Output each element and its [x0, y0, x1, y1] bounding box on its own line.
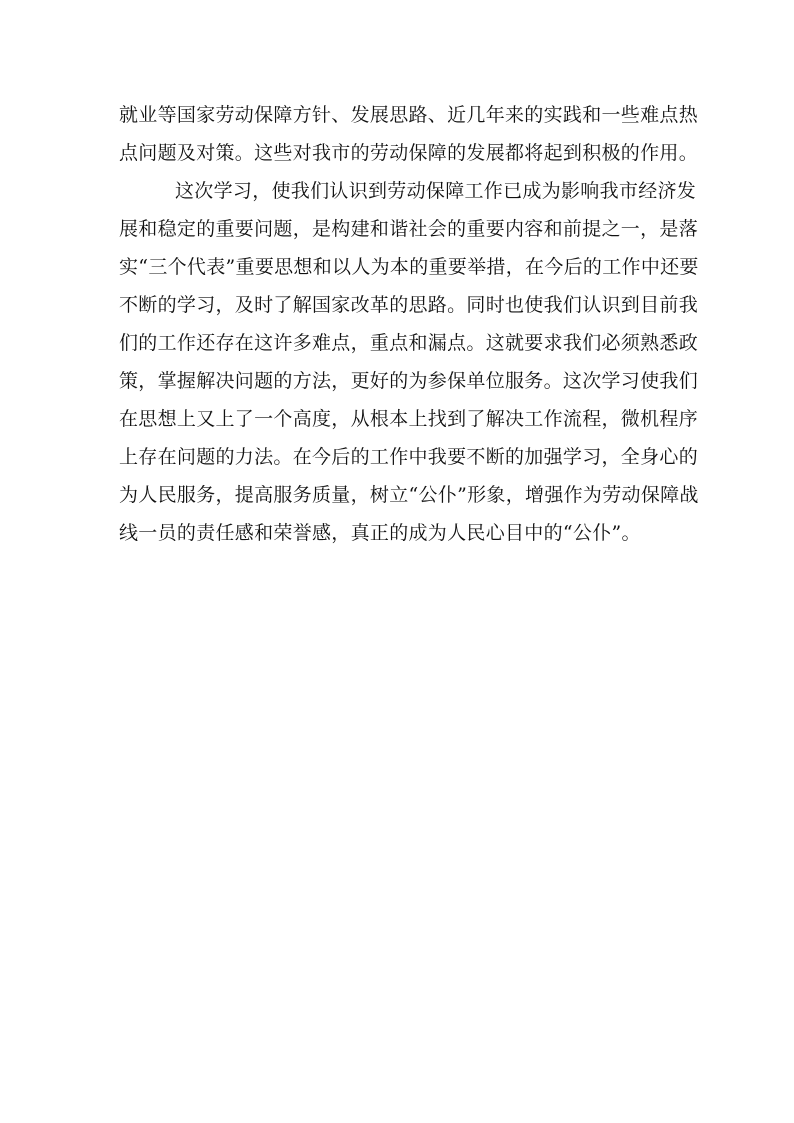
document-body: [119, 96, 699, 552]
text-line: 就业等国家劳动保障方针、发展思路、近几年来的实践和一些难点热: [119, 104, 699, 126]
paragraph-start-line: 这次学习，使我们认识到劳动保障工作已成为影响我市经济发: [175, 180, 697, 202]
text-line: 为人民服务，提高服务质量，树立“公仆”形象，增强作为劳动保障战: [119, 484, 699, 506]
text-line: 点问题及对策。这些对我市的劳动保障的发展都将起到积极的作用。: [119, 142, 699, 164]
text-line: 们的工作还存在这许多难点，重点和漏点。这就要求我们必须熟悉政: [119, 332, 699, 354]
text-line: 不断的学习，及时了解国家改革的思路。同时也使我们认识到目前我: [119, 294, 699, 316]
text-line: 线一员的责任感和荣誉感，真正的成为人民心目中的“公仆”。: [119, 522, 641, 544]
text-line: 策，掌握解决问题的方法，更好的为参保单位服务。这次学习使我们: [119, 370, 699, 392]
text-line: 上存在问题的力法。在今后的工作中我要不断的加强学习，全身心的: [119, 446, 699, 468]
text-line: 展和稳定的重要问题，是构建和谐社会的重要内容和前提之一，是落: [119, 218, 699, 240]
text-line: 在思想上又上了一个高度，从根本上找到了解决工作流程，微机程序: [119, 408, 699, 430]
text-line: 实“三个代表”重要思想和以人为本的重要举措，在今后的工作中还要: [119, 256, 699, 278]
